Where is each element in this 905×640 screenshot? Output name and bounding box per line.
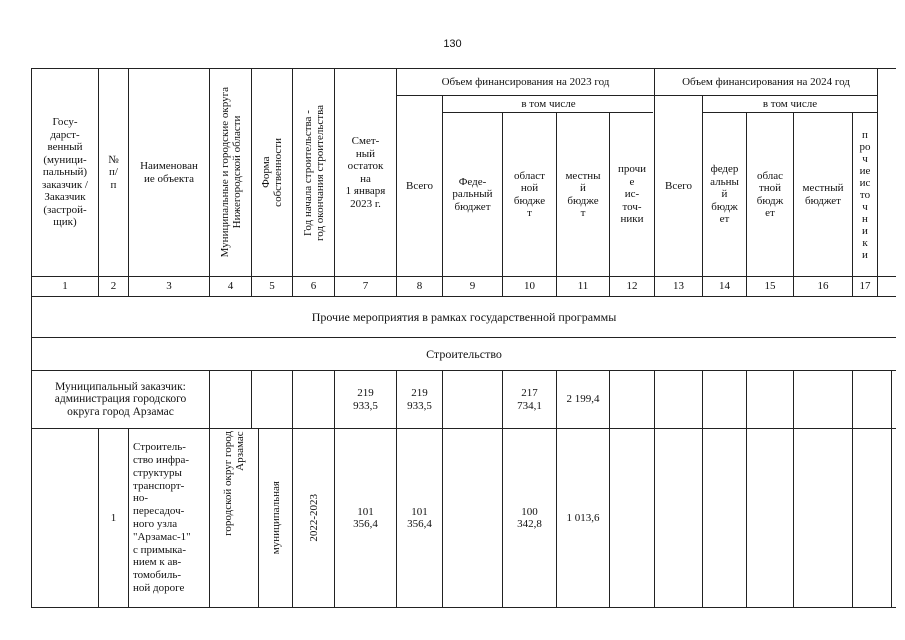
header-financing-2023: Объем финансирования на 2023 год — [441, 75, 610, 88]
header-regional-2023: област ной бюдже т — [513, 169, 546, 219]
column-number: 9 — [469, 280, 476, 293]
header-other-2023: прочи е ис- точ- ники — [617, 163, 647, 226]
object-ownership: муниципальная — [269, 481, 282, 555]
header-ownership-cell — [252, 69, 292, 276]
header-including-2023: в том числе — [521, 97, 576, 110]
header-including-2024: в том числе — [762, 97, 818, 110]
column-number: 5 — [269, 280, 275, 293]
column-number: 4 — [227, 280, 234, 293]
column-number: 1 — [62, 280, 68, 293]
page-number: 130 — [443, 38, 462, 50]
header-total-2023: Всего — [406, 179, 433, 192]
header-federal-2024: федер альны й бюдж ет — [710, 163, 739, 226]
header-object-name: Наименован ие объекта — [140, 160, 198, 185]
column-number: 7 — [362, 280, 369, 293]
column-number: 15 — [764, 280, 776, 293]
object-remainder: 101 356,4 — [353, 505, 378, 530]
header-municipality: Муниципальные и городские округа Нижегородской области — [218, 87, 243, 258]
header-ownership: Форма собственности — [260, 138, 284, 207]
header-financing-2024: Объем финансирования на 2024 год — [682, 75, 850, 88]
column-number: 10 — [524, 280, 535, 293]
header-other-2024: п ро ч ие ис то ч н и к и — [859, 128, 871, 261]
object-ownership-cell — [259, 429, 292, 607]
header-local-2024: местный бюджет — [802, 182, 844, 207]
header-customer: Госу- дарст- венный (муници- пальный) заказчик / Заказчик (застрой- щик) — [42, 116, 88, 229]
header-remainder: Смет- ный остаток на 1 января 2023 г. — [345, 135, 386, 210]
customer-regional-2023: 217 734,1 — [517, 387, 542, 412]
column-number: 8 — [416, 280, 423, 293]
section-construction-title: Строительство — [426, 346, 502, 361]
header-number: № п/ п — [108, 153, 119, 191]
column-number: 11 — [577, 280, 589, 293]
customer-local-2023: 2 199,4 — [566, 393, 600, 406]
object-total-2023: 101 356,4 — [407, 505, 432, 530]
column-number: 2 — [110, 280, 117, 293]
object-regional-2023: 100 342,8 — [517, 505, 542, 530]
customer-remainder: 219 933,5 — [353, 387, 378, 412]
object-municipality-cell — [210, 431, 258, 607]
customer-total-2023: 219 933,5 — [407, 387, 432, 412]
header-regional-2024: облас тной бюдж ет — [756, 169, 784, 219]
column-number: 3 — [166, 280, 172, 293]
header-years-cell — [293, 69, 334, 276]
column-number: 12 — [626, 280, 638, 293]
section-program-title: Прочие мероприятия в рамках государственной программы — [311, 309, 617, 324]
customer-name: Муниципальный заказчик: администрация городского округа город Арзамас — [54, 380, 187, 418]
object-local-2023: 1 013,6 — [566, 511, 600, 524]
header-municipality-cell — [210, 69, 251, 276]
object-years-cell — [293, 429, 334, 607]
header-local-2023: местны й бюдже т — [565, 169, 601, 219]
header-federal-2023: Феде- ральный бюджет — [452, 175, 493, 213]
column-number: 6 — [310, 280, 317, 293]
column-number: 17 — [859, 280, 871, 293]
column-number: 16 — [817, 280, 829, 293]
object-number: 1 — [110, 511, 117, 524]
object-municipality: городской округ город Арзамас — [222, 431, 246, 536]
column-number: 13 — [673, 280, 684, 293]
header-years: Год начала строительства - год окончания строительства — [301, 104, 326, 241]
header-total-2024: Всего — [665, 179, 692, 192]
object-name: Строитель- ство инфра- структуры транспорт- но- пересадоч- ного узла "Арзамас-1" с примыка- нием к ав- томобиль- ной дороге — [133, 441, 191, 594]
column-number: 14 — [719, 280, 730, 293]
object-years: 2022-2023 — [307, 494, 320, 542]
